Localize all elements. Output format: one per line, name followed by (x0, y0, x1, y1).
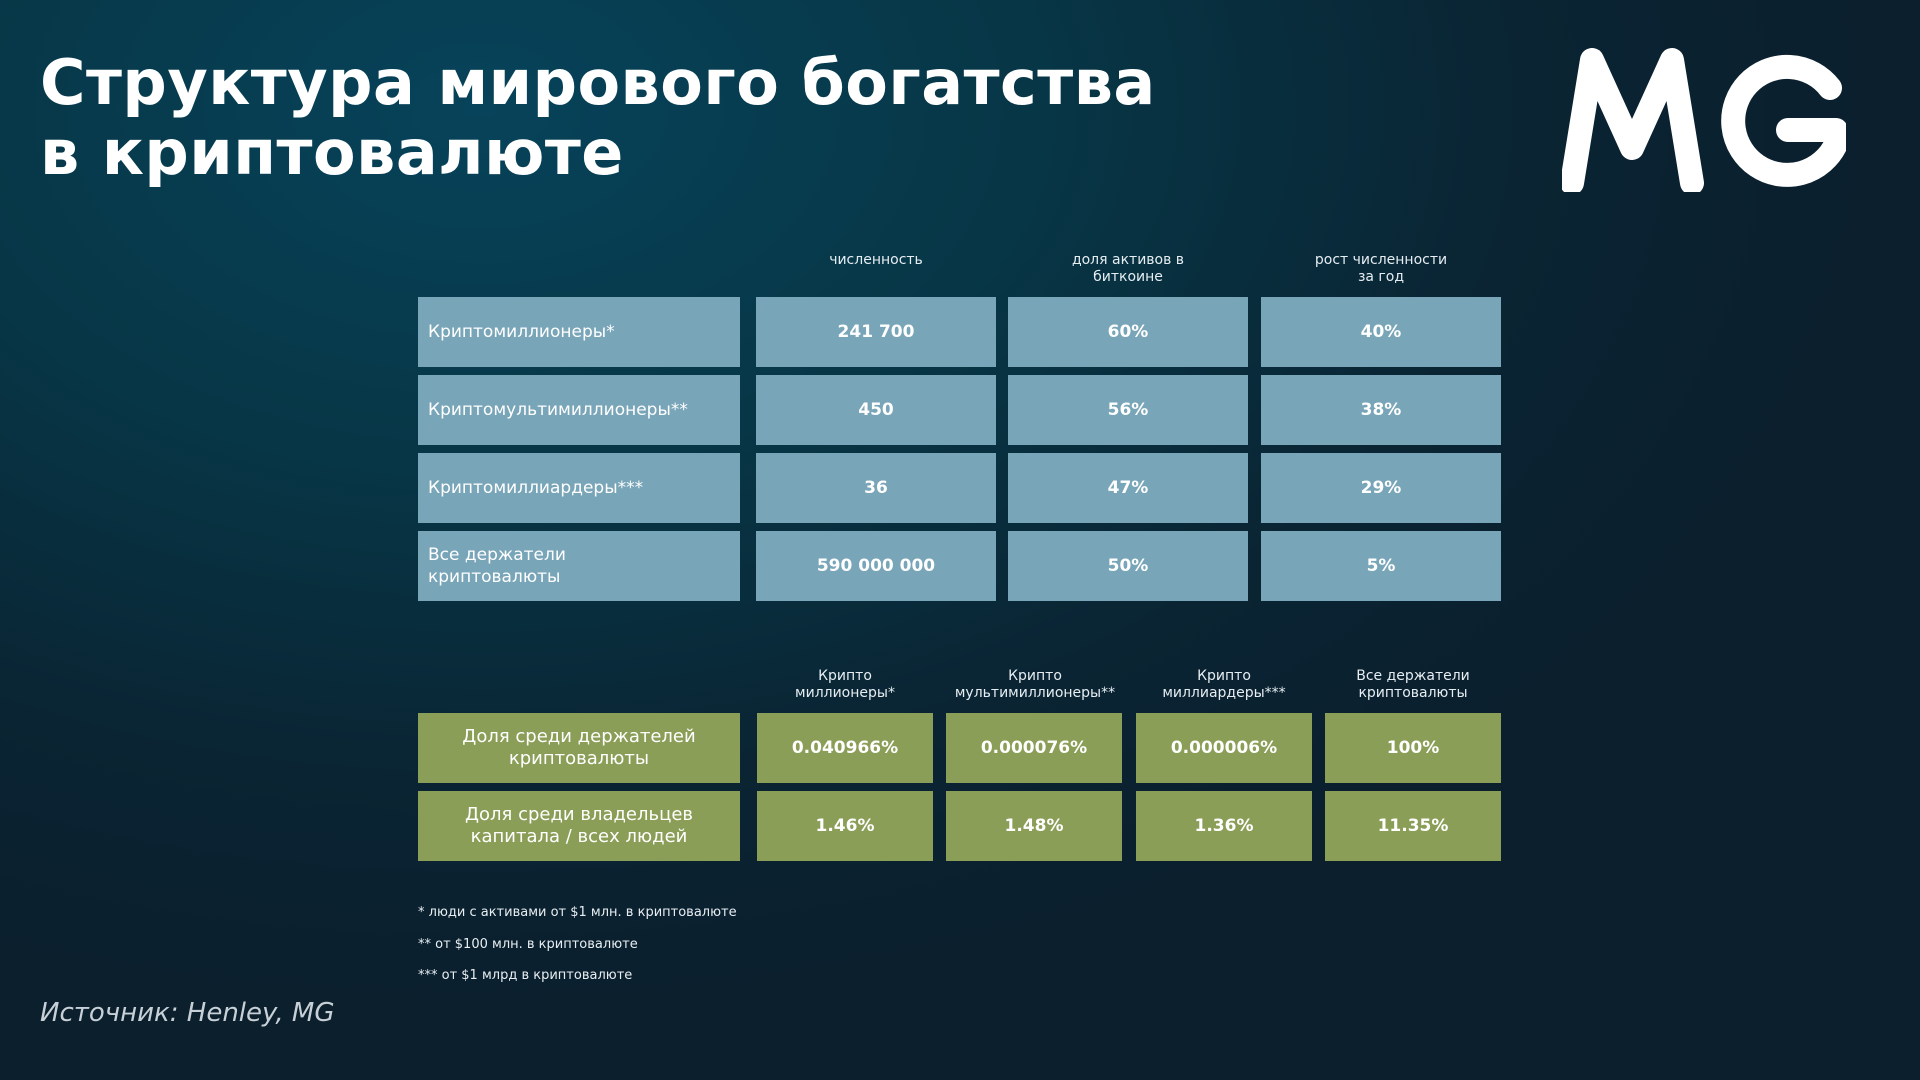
shares-row-value: 1.46% (757, 791, 933, 861)
wealth-row-btc-share: 60% (1008, 297, 1248, 367)
source-caption: Источник: Henley, MG (40, 998, 335, 1028)
title-line-2: в криптовалюте (40, 116, 624, 189)
shares-header-all-holders: Все держатели криптовалюты (1356, 668, 1470, 701)
shares-row-value: 0.000076% (946, 713, 1122, 783)
footnote-3: *** от $1 млрд в криптовалюте (418, 968, 633, 983)
wealth-row-growth: 40% (1261, 297, 1501, 367)
shares-header-multimillionaires: Крипто мультимиллионеры** (954, 668, 1116, 701)
wealth-row-label: Криптомиллиардеры*** (418, 453, 740, 523)
shares-row-value: 11.35% (1325, 791, 1501, 861)
wealth-header-growth: рост численности за год (1314, 252, 1448, 285)
wealth-row-count: 590 000 000 (756, 531, 996, 601)
wealth-row-btc-share: 47% (1008, 453, 1248, 523)
shares-row-value: 1.36% (1136, 791, 1312, 861)
shares-header-millionaires: Крипто миллионеры* (795, 668, 895, 701)
wealth-row-count: 450 (756, 375, 996, 445)
wealth-row-btc-share: 50% (1008, 531, 1248, 601)
footnote-1: * люди с активами от $1 млн. в криптовалюте (418, 905, 737, 920)
wealth-row-btc-share: 56% (1008, 375, 1248, 445)
wealth-row-growth: 5% (1261, 531, 1501, 601)
wealth-header-count: численность (829, 252, 923, 268)
wealth-row-count: 36 (756, 453, 996, 523)
footnote-2: ** от $100 млн. в криптовалюте (418, 937, 638, 952)
shares-row-value: 0.000006% (1136, 713, 1312, 783)
page-title (40, 48, 1156, 188)
wealth-row-growth: 29% (1261, 453, 1501, 523)
shares-row-value: 0.040966% (757, 713, 933, 783)
shares-row-value: 1.48% (946, 791, 1122, 861)
shares-row-label: Доля среди держателей криптовалюты (418, 713, 740, 783)
wealth-row-count: 241 700 (756, 297, 996, 367)
wealth-row-growth: 38% (1261, 375, 1501, 445)
shares-row-label: Доля среди владельцев капитала / всех людей (418, 791, 740, 861)
wealth-header-btc-share: доля активов в биткоине (1071, 252, 1185, 285)
wealth-row-label: Криптомиллионеры* (418, 297, 740, 367)
wealth-row-label: Криптомультимиллионеры** (418, 375, 740, 445)
shares-header-billionaires: Крипто миллиардеры*** (1162, 668, 1286, 701)
mg-logo (1562, 48, 1846, 192)
wealth-row-label: Все держатели криптовалюты (418, 531, 740, 601)
title-line-1: Структура мирового богатства (40, 46, 1156, 119)
shares-row-value: 100% (1325, 713, 1501, 783)
